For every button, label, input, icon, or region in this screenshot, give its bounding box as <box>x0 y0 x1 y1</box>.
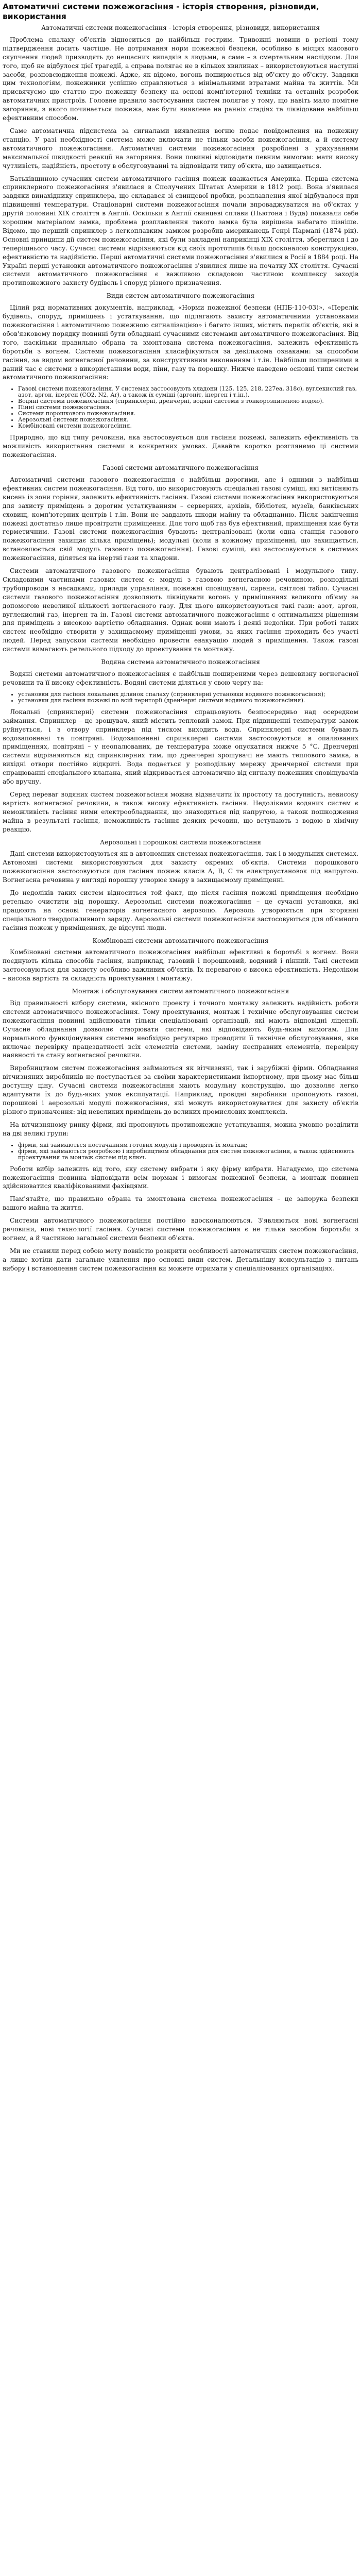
article-paragraph: Ми не ставили перед собою мету повністю розкрити особливості автоматичних систем пожежогасіння, а лише хотіли дати загальне уявлення про основні види систем. Детальнішу консультацію з питань вибору і встановлення систем пожежогасіння ви можете отримати у спеціалізованих організаціях. <box>3 1247 358 1272</box>
article-paragraph: Серед переваг водяних систем пожежогасіння можна відзначити їх простоту та доступність, невисоку вартість вогнегасної речовини, а також високу ефективність гасіння. Недоліками водяних систем є неможливість гасіння ними електрообладнання, що знаходиться під напругою, а також пошкодження майна в результаті гасіння, неможливість гасіння деяких речовин, що вступають з водою в хімічну реакцію. <box>3 790 358 833</box>
list-item: • Водяні системи пожежогасіння (спринклерні, дренчерні, водяні системи з тонкорозпиленою водою). <box>18 398 358 404</box>
article-paragraph: До недоліків таких систем відноситься той факт, що після гасіння пожежі приміщення необхідно ретельно очистити від порошку. Аерозольні системи пожежогасіння – це сучасні установки, які працюють на основі генераторів вогнегасного аерозолю. Аерозоль утворюється при згорянні спеціального твердопаливного заряду. Аерозольні системи пожежогасіння застосовуються для об'ємного гасіння пожеж у приміщеннях, де відсутні люди. <box>3 889 358 931</box>
article-paragraph: Роботи вибір залежить від того, яку систему вибрати і яку фірму вибрати. Нагадуємо, що система пожежогасіння повинна відповідати всім нормам і вимогам пожежної безпеки, а монтаж повинен здійснюватися кваліфікованими фахівцями. <box>3 1165 358 1190</box>
article-paragraph: Природно, що від типу речовини, яка застосовується для гасіння пожежі, залежить ефективність та можливість використання системи в конкретних умовах. Давайте коротко розглянемо ці системи пожежогасіння. <box>3 434 358 459</box>
article-paragraph: На вітчизняному ринку фірми, які пропонують протипожежне устаткування, можна умовно розділити на дві великі групи: <box>3 1121 358 1137</box>
list-item: • Комбіновані системи пожежогасіння. <box>18 423 358 429</box>
list-item: • Газові системи пожежогасіння. У системах застосовують хладони (125, 125, 218, 227ea, 318c), вуглекислий газ, азот, аргон, інерген (CO2, N2, Ar), а також їх суміші (аргоніт, інерген і т.ін.). <box>18 386 358 398</box>
section-heading: Водяна система автоматичного пожежогасіння <box>101 658 260 666</box>
article-paragraph: Системи автоматичного газового пожежогасіння бувають централізовані і модульного типу. Складовими частинами газових систем є: модулі з газовою вогнегасною речовиною, розподільні трубопроводи з насадками, прилади управління, пожежні сповіщувачі, сирени, світлові табло. Сучасні системи газового пожежогасіння дозволяють ліквідувати вогонь у приміщеннях великого об'єму за допомогою невеликої кількості вогнегасного газу. Для цього використовуються такі гази: азот, аргон, вуглекислий газ, інерген та ін. Газові системи автоматичного пожежогасіння є оптимальним рішенням для приміщень з високою вартістю обладнання. Однак вони мають і деякі недоліки. При роботі таких систем необхідно створити у захищаємому приміщенні умови, за яких гасіння проходить без участі людей. Перед запуском системи необхідно провести евакуацію людей з приміщення. Також газові системи вимагають ретельного підходу до проектування та монтажу. <box>3 567 358 653</box>
article-paragraph: Проблема спалаху об'єктів відноситься до найбільш гострим. Тривожні новини в регіоні тому підтвердження досить частіше. Не дотримання норм пожежної безпеки, особливо в місцях масового скупчення людей призводять до нещасних випадків з людьми, а саме – з смертельним наслідком. Для того, щоб не відбулося цієї трагедії, а справа полягає не в кількох хвилинах – використовуються наступні засоби, розповсюдження пожежі. Адже, як відомо, вогонь поширюється від об'єкту до об'єкту. Завдяки цим технологіям, пожежники успішно справляються з мінімальними втратами майна та життів. Ми присвячуємо цю статтю про пожежну безпеку на основі комп'ютерної техніки та останніх розробок автоматичних пристроїв. Головне правило застосування систем полягає у тому, що навіть мало помітне загоряння, з якого починається пожежа, має бути виявлене на ранніх стадіях та ліквідоване найбільш ефективним способом. <box>3 36 358 122</box>
article-subtitle: Автоматичні системи пожежогасіння - історія створення, різновиди, використання <box>41 24 320 31</box>
article-paragraph: Системи автоматичного пожежогасіння постійно вдосконалюються. З'являються нові вогнегасні речовини, нові технології гасіння. Сучасні системи пожежогасіння є не тільки засобом боротьби з вогнем, а й частиною загальної системи безпеки об'єкта. <box>3 1217 358 1242</box>
section-heading: Монтаж і обслуговування систем автоматичного пожежогасіння <box>72 988 289 995</box>
article-paragraph: Батьківщиною сучасних систем автоматичного гасіння пожеж вважається Америка. Перша система спринклерного пожежогасіння з'явилася в Сполучених Штатах Америки в 1812 році. Вона з'явилася завдяки винахіднику спринклера, що складався зі свинцевої пробки, розплавлення якої відбувалося при підвищенні температури. Стаціонарні системи пожежогасіння почали впроваджуватися на об'єктах у другій половині XIX століття в Англії. Оскільки в Англії свинцеві сплави (Ньютона і Вуда) показали себе хорошим матеріалом замка, проблема розплавлення такого замка була вирішена набагато пізніше. Відомо, що перший спринклер з легкоплавким замком розробив американець Генрі Пармалі (1874 рік). Основні принципи дії систем пожежогасіння, які були закладені наприкінці XIX століття, збереглися і до теперішнього часу. Сучасні системи відрізняються від своїх прототипів більш досконалою конструкцією, ефективністю та надійністю. Перші автоматичні системи пожежогасіння з'явилися в Росії в 1884 році. На Україні перші установки автоматичного пожежогасіння з'явилися лише на початку XX століття. Сучасні системи автоматичного пожежогасіння є важливою складовою частиною комплексу заходів протипожежного захисту будівель і споруд різного призначення. <box>3 175 358 287</box>
article-paragraph: Саме автоматична підсистема за сигналами виявлення вогню подає повідомлення на пожежну станцію. У разі необхідності система може включати не тільки засоби пожежогасіння, а й систему автоматичного пожежогасіння. Автоматичні системи пожежогасіння розроблені з урахуванням максимальної швидкості реакції на загоряння. Вони повинні відповідати певним вимогам: мати високу чутливість, надійність, простоту в обслуговуванні та відповідати типу об'єкта, що захищається. <box>3 127 358 170</box>
article-paragraph: Комбіновані системи автоматичного пожежогасіння найбільш ефективні в боротьбі з вогнем. Вони поєднують кілька способів гасіння, наприклад, газовий і порошковий, водяний і пінний. Такі системи застосовуються для захисту особливо важливих об'єктів. Їх перевагою є висока ефективність. Недоліком – висока вартість та складність проектування і монтажу. <box>3 948 358 982</box>
article-page <box>0 0 361 1282</box>
list-item: • Системи порошкового пожежогасіння. <box>18 411 358 417</box>
article-paragraph: Цілий ряд нормативних документів, наприклад, «Норми пожежної безпеки (НПБ-110-03)», «Перелік будівель, споруд, приміщень і устаткування, що підлягають захисту автоматичними установками пожежогасіння і автоматичною пожежною сигналізацією» і багато інших, містять перелік об'єктів, які в обов'язковому порядку повинні бути обладнані сучасними системами автоматичного пожежогасіння. Від того, наскільки правильно обрана та змонтована система пожежогасіння, залежить ефективність боротьби з вогнем. Системи пожежогасіння класифікуються за декількома ознаками: за способом гасіння, за видом вогнегасної речовини, за конструктивним виконанням і т.ін. Найбільш поширеними в даний час є системи з використанням води, піни, газу та порошку. Нижче наведено основні типи систем автоматичного пожежогасіння: <box>3 304 358 381</box>
article-paragraph: Дані системи використовуються як в автономних системах пожежогасіння, так і в модульних системах. Автономні системи використовуються для захисту окремих об'єктів. Системи порошкового пожежогасіння застосовуються для гасіння пожеж класів A, B, C та електроустановок під напругою. Вогнегасна речовина у вигляді порошку утворює хмару в захищаємому приміщенні. <box>3 850 358 884</box>
list-item: • фірми, які займаються розробкою і виробництвом обладнання для систем пожежогасіння, а також здійснюють проектування та монтаж систем під ключ. <box>18 1148 358 1161</box>
section-heading: Газові системи автоматичного пожежогасіння <box>102 464 259 472</box>
section-heading: Види систем автоматичного пожежогасіння <box>106 292 255 300</box>
article-paragraph: Водяні системи автоматичного пожежогасіння є найбільш поширеними через дешевизну вогнегасної речовини та її високу ефективність. Водяні системи діляться у свою чергу на: <box>3 670 358 686</box>
list-item: • установки для гасіння пожежі по всій території (дренчерні системи водяного пожежогасіння). <box>18 698 358 704</box>
bullet-list <box>3 386 358 429</box>
article-paragraph: Пам'ятайте, що правильно обрана та змонтована система пожежогасіння – це запорука безпеки вашого майна та життя. <box>3 1195 358 1212</box>
article-paragraph: Від правильності вибору системи, якісного проекту і точного монтажу залежить надійність роботи системи автоматичного пожежогасіння. Тому проектування, монтаж і технічне обслуговування систем пожежогасіння повинні здійснювати тільки спеціалізовані організації, які мають відповідні ліцензії. Сучасне обладнання дозволяє створювати системи, які відповідають будь-яким вимогам. Для нормального функціонування системи необхідно регулярно проводити її технічне обслуговування, яке включає перевірку працездатності всіх елементів системи, заміну несправних елементів, перевірку наявності та стану вогнегасної речовини. <box>3 999 358 1059</box>
list-item: • Пінні системи пожежогасіння. <box>18 404 358 411</box>
list-item: • установки для гасіння локальних ділянок спалаху (спринклерні установки водяного пожежогасіння); <box>18 691 358 698</box>
article-body <box>3 36 358 1273</box>
list-item: • фірми, які займаються постачанням готових модулів і проводять їх монтаж; <box>18 1142 358 1148</box>
page-title: Автоматичні системи пожежогасіння - історія створення, різновиди, використання <box>3 2 319 21</box>
bullet-list <box>3 691 358 704</box>
list-item: • Аерозольні системи пожежогасіння. <box>18 417 358 423</box>
section-heading: Аерозольні і порошкові системи пожежогасіння <box>99 838 262 846</box>
article-paragraph: Локальні (спринклерні) системи пожежогасіння спрацьовують безпосередньо над осередком займання. Спринклер – це зрошувач, який містить тепловий замок. При підвищенні температури замок руйнується, і з отвору спринклера під тиском виходить вода. Спринклерні системи бувають водозаповнені та повітряні. Водозаповнені спринклерні системи застосовуються в опалюваних приміщеннях, повітряні – у неопалюваних, де температура може опускатися нижче 5 °С. Дренчерні системи відрізняються від спринклерних тим, що дренчерні зрошувачі не мають теплового замка, а вихідні отвори постійно відкриті. Вода подається у розподільну мережу дренчерної системи при спрацюванні спеціального клапана, який відкривається автоматично від сигналу пожежних сповіщувачів або вручну. <box>3 708 358 786</box>
article-paragraph: Автоматичні системи газового пожежогасіння є найбільш дорогими, але і одними з найбільш ефективних систем пожежогасіння. Від того, що використовують спеціальні газові суміші, які витісняють кисень із зони горіння, залежить ефективність гасіння. Газові системи пожежогасіння використовуються для захисту приміщень з дорогим устаткуванням – серверних, архівів, бібліотек, музеїв, банківських сховищ, комп'ютерних центрів і т.ін. Вони не завдають шкоди майну та обладнанню. Після закінчення пожежі достатньо лише провітрити приміщення. Для того щоб газ був ефективний, приміщення має бути герметичним. Газові системи пожежогасіння бувають: централізовані (коли одна станція газового пожежогасіння захищає кілька приміщень); модульні (коли в кожному приміщенні, що захищається, встановлюється свій модуль газового пожежогасіння). Газові суміші, які застосовуються в системах пожежогасіння, діляться на інертні гази та хладони. <box>3 476 358 562</box>
bullet-list <box>3 1142 358 1161</box>
article-paragraph: Виробництвом систем пожежогасіння займаються як вітчизняні, так і зарубіжні фірми. Обладнання вітчизняних виробників не поступається за своїми характеристиками імпортному, при цьому має більш доступну ціну. Сучасні системи пожежогасіння мають модульну конструкцію, що дозволяє легко адаптувати їх до будь-яких умов експлуатації. Наприклад, провідні виробники пропонують газові, порошкові і аерозольні модулі пожежогасіння, які можуть використовуватися для захисту об'єктів різного призначення: від невеликих приміщень до великих промислових комплексів. <box>3 1064 358 1115</box>
section-heading: Комбіновані системи автоматичного пожежогасіння <box>92 937 269 944</box>
